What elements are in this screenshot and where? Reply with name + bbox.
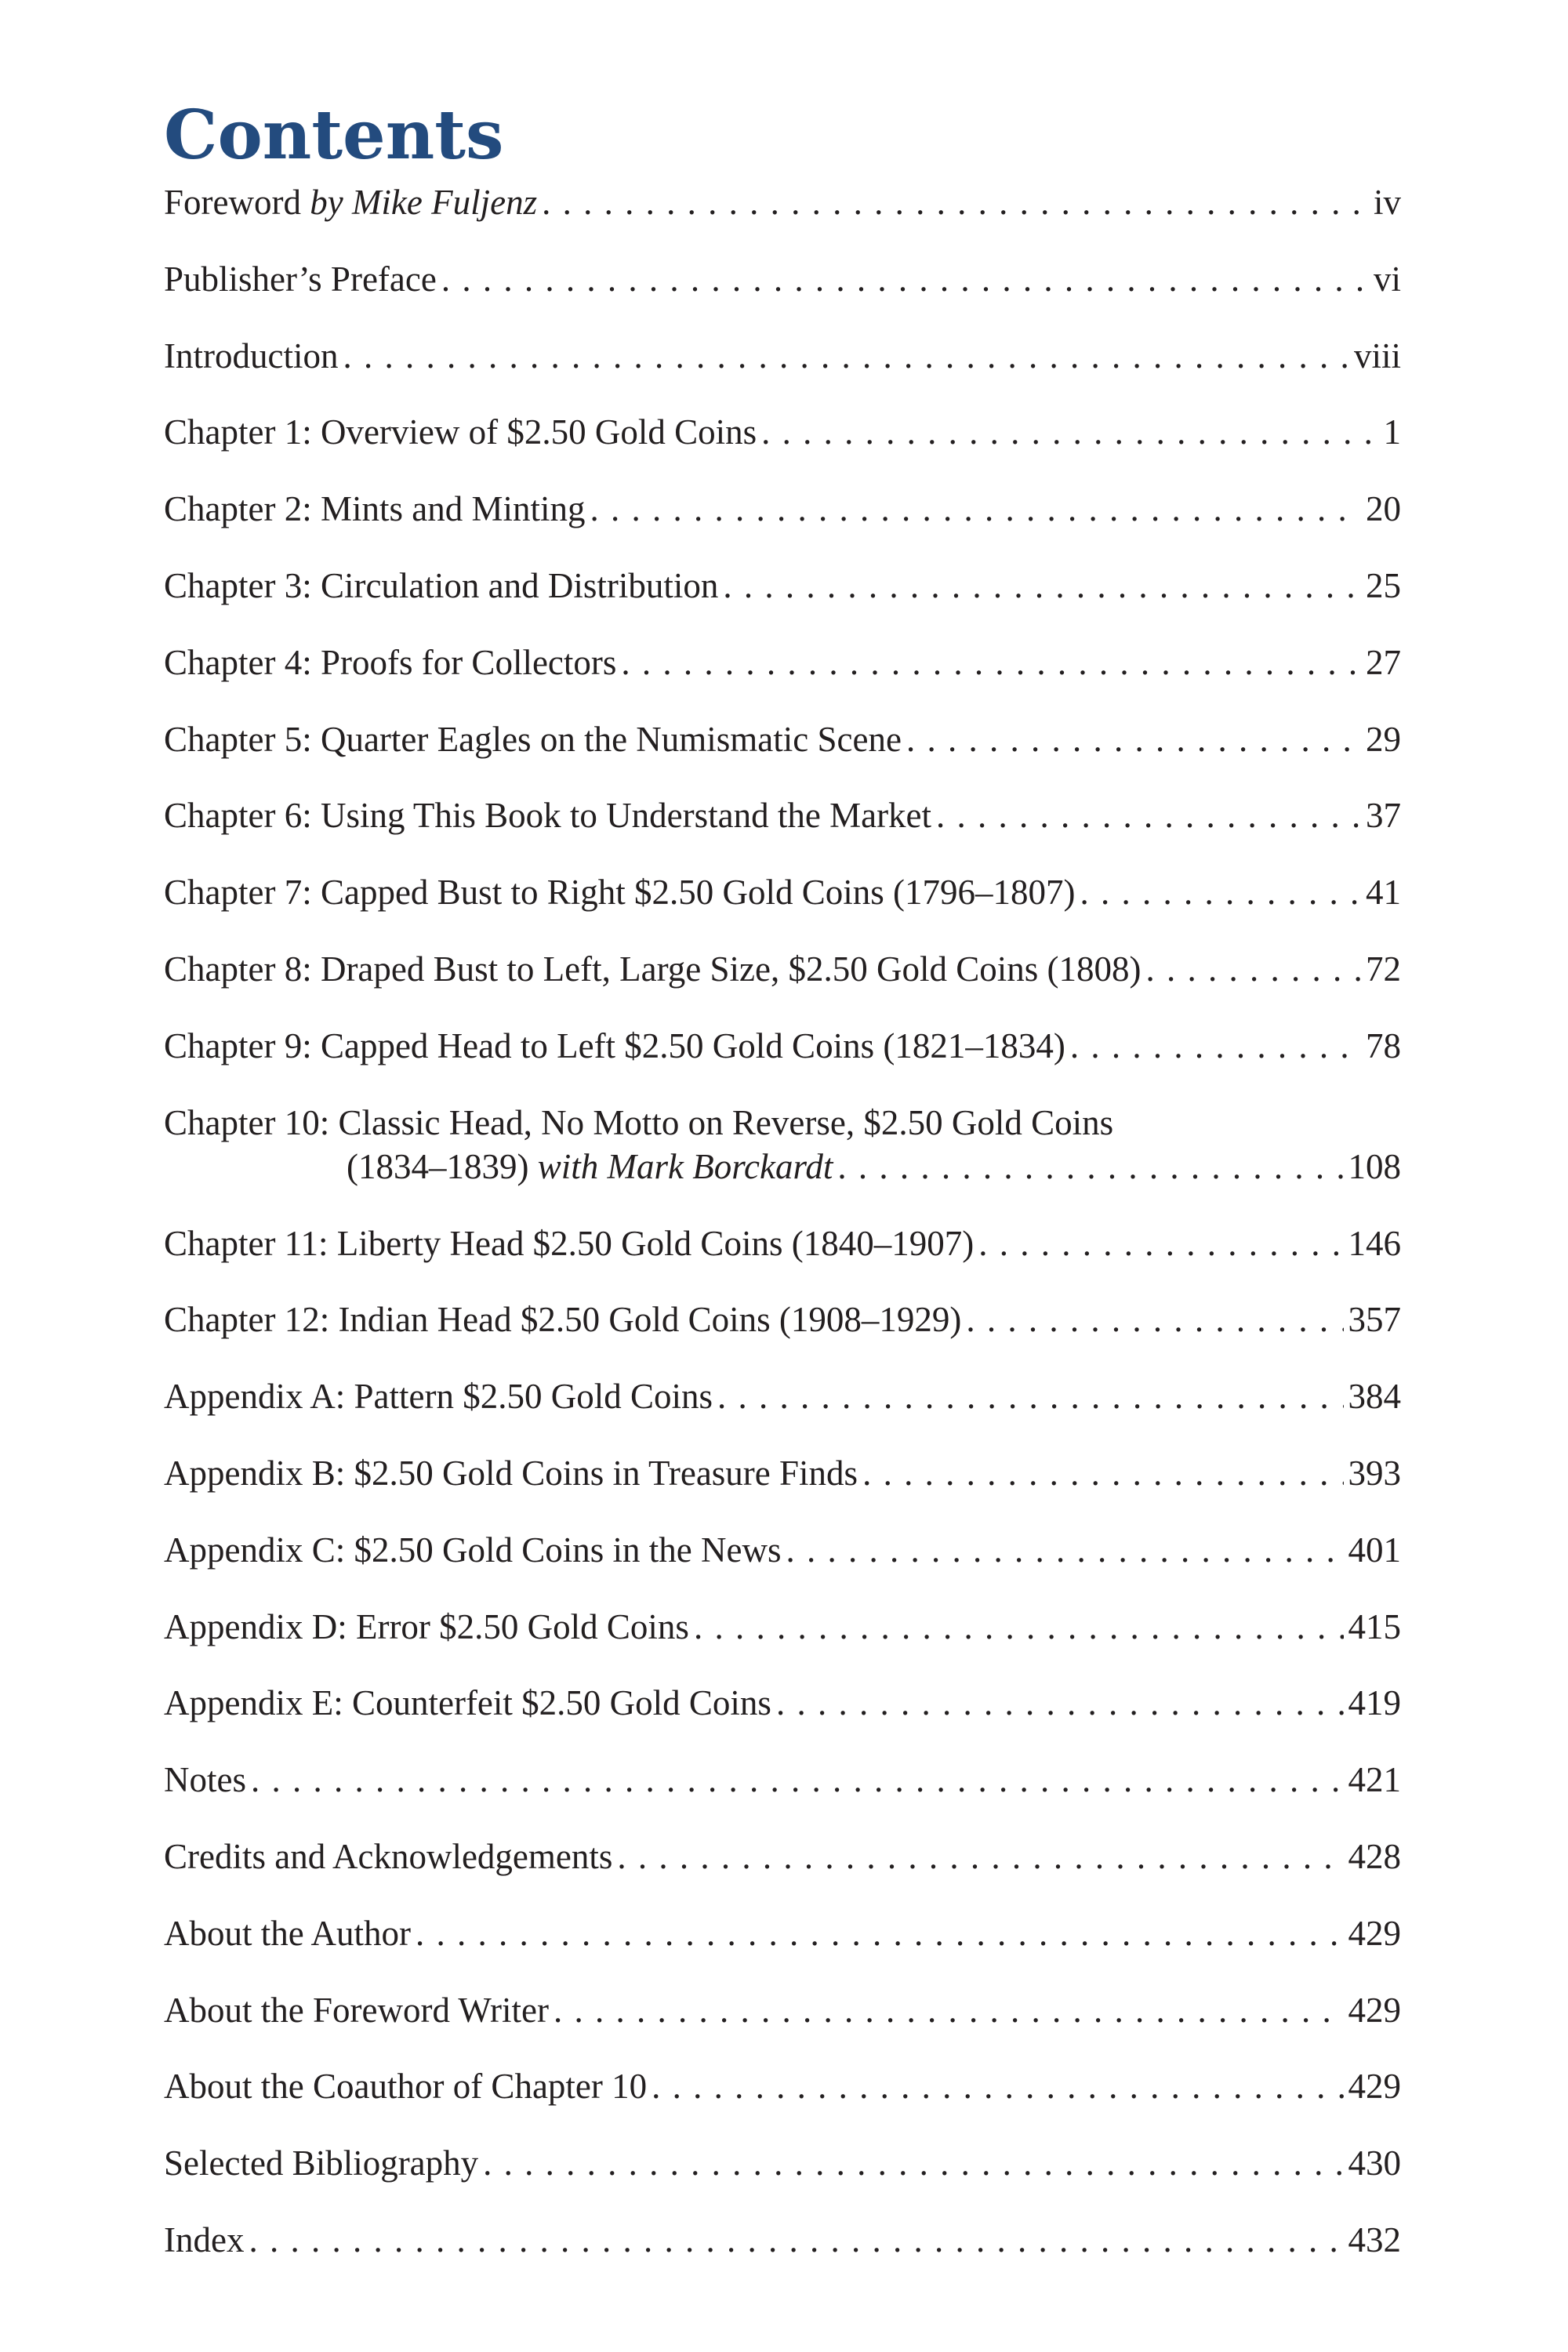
toc-entry-about-foreword-writer[interactable] (164, 1988, 1401, 2065)
toc-entry-label: Chapter 2: Mints and Minting (164, 489, 586, 529)
toc-entry-introduction[interactable] (164, 334, 1401, 411)
toc-entry-label: Chapter 5: Quarter Eagles on the Numismatic Scene (164, 719, 902, 759)
toc-entry-bibliography[interactable] (164, 2141, 1401, 2218)
dot-leader (862, 1451, 1343, 1495)
toc-entry-index[interactable] (164, 2218, 1401, 2295)
page-title: Contents (164, 96, 504, 175)
toc-entry-label: About the Foreword Writer (164, 1990, 550, 2030)
toc-entry-label: Chapter 12: Indian Head $2.50 Gold Coins (1908–1929) (164, 1300, 962, 1340)
toc-entry-chapter-10[interactable] (164, 1101, 1401, 1221)
dot-leader (652, 2064, 1343, 2108)
toc-page-number: 384 (1348, 1377, 1401, 1417)
table-of-contents (164, 180, 1401, 2295)
toc-entry-appendix-a[interactable] (164, 1374, 1401, 1451)
dot-leader (723, 564, 1361, 608)
dot-leader (343, 334, 1349, 378)
dot-leader (1070, 1024, 1361, 1068)
toc-page-number: 419 (1348, 1683, 1401, 1723)
toc-entry-label: Appendix A: Pattern $2.50 Gold Coins (164, 1377, 713, 1417)
toc-entry-chapter-3[interactable] (164, 564, 1401, 641)
toc-entry-label: About the Coauthor of Chapter 10 (164, 2067, 648, 2107)
toc-entry-about-author[interactable] (164, 1911, 1401, 1988)
dot-leader (483, 2141, 1343, 2185)
toc-entry-chapter-11[interactable] (164, 1221, 1401, 1298)
toc-entry-label: Foreword by Mike Fuljenz (164, 183, 538, 222)
toc-entry-label: Publisher’s Preface (164, 259, 437, 299)
toc-entry-chapter-8[interactable] (164, 947, 1401, 1024)
dot-leader (936, 793, 1361, 837)
toc-page-number: iv (1373, 183, 1401, 222)
toc-page-number: 78 (1366, 1025, 1401, 1065)
toc-entry-label: Notes (164, 1760, 246, 1800)
dot-leader (621, 641, 1361, 684)
toc-entry-byline: by Mike Fuljenz (310, 183, 538, 222)
toc-entry-appendix-d[interactable] (164, 1605, 1401, 1682)
toc-entry-label: Chapter 11: Liberty Head $2.50 Gold Coins (1840–1907) (164, 1223, 975, 1263)
toc-entry-label: Chapter 7: Capped Bust to Right $2.50 Gold Coins (1796–1807) (164, 873, 1076, 913)
dot-leader (786, 1528, 1343, 1572)
dot-leader (978, 1221, 1343, 1265)
dot-leader (776, 1681, 1344, 1725)
toc-page-number: viii (1353, 336, 1401, 376)
toc-entry-publishers-preface[interactable] (164, 257, 1401, 334)
toc-entry-label: Credits and Acknowledgements (164, 1836, 613, 1876)
toc-entry-label: Chapter 4: Proofs for Collectors (164, 642, 617, 682)
toc-page-number: 357 (1348, 1300, 1401, 1340)
toc-page-number: 415 (1348, 1606, 1401, 1646)
dot-leader (617, 1835, 1343, 1878)
toc-page-number: 428 (1348, 1836, 1401, 1876)
dot-leader (694, 1605, 1344, 1649)
toc-page-number: 430 (1348, 2143, 1401, 2183)
toc-page-number: 29 (1366, 719, 1401, 759)
dot-leader (761, 410, 1378, 454)
toc-page-number: 27 (1366, 642, 1401, 682)
toc-entry-chapter-1[interactable] (164, 410, 1401, 487)
toc-page-number: 401 (1348, 1530, 1401, 1570)
toc-entry-chapter-2[interactable] (164, 487, 1401, 564)
dot-leader (554, 1988, 1343, 2032)
toc-entry-label: Chapter 6: Using This Book to Understand the Market (164, 796, 932, 836)
toc-entry-chapter-5[interactable] (164, 717, 1401, 794)
toc-entry-label: Appendix B: $2.50 Gold Coins in Treasure Finds (164, 1453, 858, 1493)
dot-leader (249, 2218, 1343, 2262)
dot-leader (837, 1145, 1343, 1189)
toc-page-number: 421 (1348, 1760, 1401, 1800)
toc-page-number: vi (1373, 259, 1401, 299)
toc-page-number: 393 (1348, 1453, 1401, 1493)
toc-entry-label: Introduction (164, 336, 339, 376)
dot-leader (590, 487, 1361, 531)
toc-page-number: 1 (1383, 412, 1401, 452)
toc-entry-label: Chapter 1: Overview of $2.50 Gold Coins (164, 412, 757, 452)
dot-leader (251, 1758, 1344, 1802)
toc-page-number: 429 (1348, 1990, 1401, 2030)
dot-leader (717, 1374, 1344, 1418)
toc-entry-credits[interactable] (164, 1835, 1401, 1911)
dot-leader (416, 1911, 1344, 1955)
toc-entry-appendix-c[interactable] (164, 1528, 1401, 1605)
toc-entry-chapter-9[interactable] (164, 1024, 1401, 1101)
toc-page-number: 72 (1366, 949, 1401, 989)
toc-entry-chapter-12[interactable] (164, 1298, 1401, 1374)
toc-entry-label: Chapter 8: Draped Bust to Left, Large Size, $2.50 Gold Coins (1808) (164, 949, 1142, 989)
toc-entry-label: Appendix C: $2.50 Gold Coins in the News (164, 1530, 782, 1570)
toc-entry-label: Appendix D: Error $2.50 Gold Coins (164, 1606, 689, 1646)
toc-page-number: 146 (1348, 1223, 1401, 1263)
toc-entry-label-continued: (1834–1839) with Mark Borckardt (347, 1146, 833, 1186)
dot-leader (441, 257, 1369, 301)
toc-entry-label: Index (164, 2220, 245, 2259)
toc-entry-appendix-b[interactable] (164, 1451, 1401, 1528)
toc-page-number: 37 (1366, 796, 1401, 836)
toc-entry-chapter-7[interactable] (164, 870, 1401, 947)
toc-entry-label: Chapter 3: Circulation and Distribution (164, 565, 719, 605)
toc-entry-label: Selected Bibliography (164, 2143, 479, 2183)
toc-page-number: 432 (1348, 2220, 1401, 2259)
dot-leader (1145, 947, 1361, 991)
toc-entry-appendix-e[interactable] (164, 1681, 1401, 1758)
dot-leader (1080, 870, 1361, 914)
toc-page-number: 429 (1348, 2067, 1401, 2107)
dot-leader (966, 1298, 1343, 1341)
toc-page-number: 25 (1366, 565, 1401, 605)
toc-entry-about-coauthor[interactable] (164, 2064, 1401, 2141)
toc-entry-foreword[interactable] (164, 180, 1401, 257)
toc-entry-chapter-4[interactable] (164, 641, 1401, 717)
toc-page-number: 429 (1348, 1913, 1401, 1953)
toc-entry-chapter-6[interactable] (164, 793, 1401, 870)
dot-leader (542, 180, 1369, 224)
toc-entry-label: Appendix E: Counterfeit $2.50 Gold Coins (164, 1683, 771, 1723)
toc-entry-label: About the Author (164, 1913, 411, 1953)
toc-page-number: 20 (1366, 489, 1401, 529)
toc-entry-notes[interactable] (164, 1758, 1401, 1835)
toc-entry-label: Chapter 10: Classic Head, No Motto on Reverse, $2.50 Gold Coins (164, 1102, 1114, 1142)
dot-leader (906, 717, 1361, 761)
toc-page-number: 108 (1348, 1146, 1401, 1186)
toc-entry-label: Chapter 9: Capped Head to Left $2.50 Gold Coins (1821–1834) (164, 1025, 1065, 1065)
toc-entry-byline: with Mark Borckardt (537, 1146, 833, 1186)
toc-page-number: 41 (1366, 873, 1401, 913)
